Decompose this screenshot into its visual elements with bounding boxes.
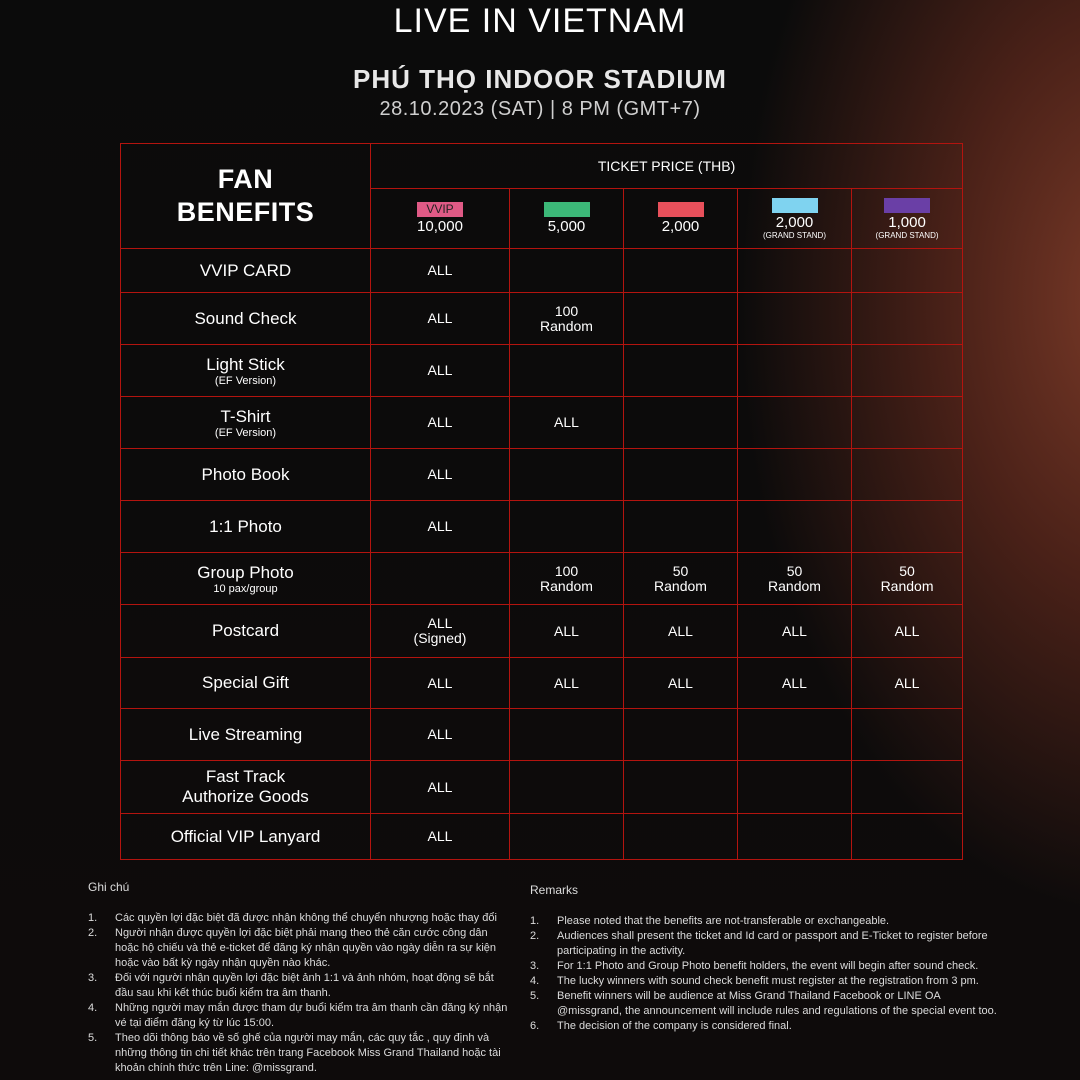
benefit-cell [852,397,963,449]
notes-en-heading: Remarks [530,883,579,897]
benefit-cell: ALL [852,605,963,658]
benefit-name-cell [121,605,371,658]
benefit-name-cell [121,345,371,397]
benefit-name: Postcard [211,621,280,640]
benefit-cell: 100 Random [510,293,624,345]
benefit-cell: ALL [624,658,738,709]
benefit-cell: ALL (Signed) [371,605,510,658]
benefit-cell [738,449,852,501]
fan-benefits-header: FAN BENEFITS [121,144,371,249]
benefit-cell: ALL [371,761,510,814]
benefit-cell [510,249,624,293]
tier-price: 1,000 [888,213,926,231]
notes-vietnamese [88,880,508,1076]
benefit-cell [624,501,738,553]
benefit-cell: ALL [371,658,510,709]
benefit-row [121,501,963,553]
benefit-name-cell [121,709,371,761]
benefit-cell: ALL [371,814,510,860]
benefit-name-cell [121,553,371,605]
benefit-cell [624,249,738,293]
benefit-name: Fast Track Authorize Goods [182,767,309,806]
benefit-row [121,814,963,860]
benefit-cell [852,449,963,501]
benefit-cell: ALL [510,397,624,449]
benefits-table [120,143,963,860]
benefit-name: Photo Book [201,464,290,484]
note-number: 1. [530,915,540,927]
tier-note: (GRAND STAND) [875,230,939,240]
notes-english [530,880,1000,1034]
benefit-cell: ALL [371,449,510,501]
tier-header [510,189,624,249]
benefit-cell: 50 Random [738,553,852,605]
note-item [88,971,508,1001]
benefit-cell: ALL [371,501,510,553]
benefit-row [121,658,963,709]
benefit-name-cell [121,814,371,860]
note-text: The lucky winners with sound check benefit must register at the registration from 3 pm. [557,975,979,987]
note-text: The decision of the company is considered final. [557,1020,792,1032]
benefit-row [121,553,963,605]
venue-name: PHÚ THỌ INDOOR STADIUM [353,64,727,94]
benefit-cell [510,709,624,761]
note-item [530,974,1000,989]
benefit-row [121,249,963,293]
benefit-cell: ALL [624,605,738,658]
benefit-cell [738,709,852,761]
benefit-name: Special Gift [202,673,289,692]
benefit-row [121,293,963,345]
note-number: 6. [530,1020,540,1032]
benefit-cell: ALL [371,293,510,345]
benefit-cell [624,761,738,814]
note-text: Theo dõi thông báo về số ghế của người may mắn, các quy tắc , quy định và những thông tin chi tiết khác trên trang Facebook Miss Grand Thailand hoặc tài khoản chính thức trên Line: @missgrand. [115,1032,501,1074]
benefit-cell: ALL [738,658,852,709]
benefit-name-cell [121,449,371,501]
benefit-cell [510,449,624,501]
benefit-row [121,605,963,658]
note-item [530,989,1000,1019]
tier-color-swatch [658,202,704,217]
benefit-subtitle: (EF Version) [214,374,277,387]
note-text: Please noted that the benefits are not-transferable or exchangeable. [557,915,890,927]
note-text: Đối với người nhận quyền lợi đặc biệt ảnh 1:1 và ảnh nhóm, hoạt động sẽ bắt đầu sau khi kết thúc buổi kiểm tra âm thanh. [115,972,494,999]
benefit-name-cell [121,293,371,345]
note-number: 5. [530,990,540,1002]
note-item [530,929,1000,959]
benefit-cell: ALL [738,605,852,658]
benefit-cell [624,709,738,761]
benefit-subtitle: (EF Version) [214,426,277,439]
note-text: For 1:1 Photo and Group Photo benefit holders, the event will begin after sound check. [557,960,979,972]
benefit-name-cell [121,249,371,293]
benefit-cell: ALL [852,658,963,709]
benefit-cell [510,761,624,814]
note-number: 2. [88,927,98,939]
note-number: 3. [88,972,98,984]
benefit-cell [510,814,624,860]
note-number: 1. [88,912,98,924]
benefit-subtitle: 10 pax/group [213,582,278,595]
tier-price: 10,000 [417,218,463,235]
benefit-cell: ALL [510,605,624,658]
event-date: 28.10.2023 (SAT) | 8 PM (GMT+7) [379,98,701,120]
benefit-cell [738,761,852,814]
tier-header [852,189,963,249]
note-number: 2. [530,930,540,942]
tier-color-swatch [772,198,818,213]
note-item [88,911,508,926]
benefit-name-cell [121,761,371,814]
benefit-name-cell [121,501,371,553]
note-text: Benefit winners will be audience at Miss Grand Thailand Facebook or LINE OA @missgrand, the announcement will include rules and regulations of the special event too. [557,990,997,1017]
note-text: Những người may mắn được tham dự buổi kiểm tra âm thanh cần đăng ký nhận vé tại điểm đăng ký từ lúc 15:00. [115,1002,508,1029]
benefit-cell: ALL [371,249,510,293]
benefit-row [121,709,963,761]
note-text: Người nhận được quyền lợi đặc biệt phải mang theo thẻ căn cước công dân hoặc hộ chiếu và thẻ e-ticket để đăng ký nhận quyền vào ngày diễn ra sự kiện hoặc vào bất kỳ ngày nhận quyền nào khác. [115,927,497,969]
tier-header [738,189,852,249]
note-item [530,959,1000,974]
benefit-name: Group Photo [197,562,294,582]
note-number: 5. [88,1032,98,1044]
benefit-cell [852,293,963,345]
note-item [530,914,1000,929]
benefit-row [121,761,963,814]
note-text: Audiences shall present the ticket and Id card or passport and E-Ticket to register before participating in the activity. [557,930,988,957]
note-number: 3. [530,960,540,972]
benefit-name: Sound Check [194,308,297,328]
page-title: LIVE IN VIETNAM [393,2,687,40]
benefit-cell [738,501,852,553]
benefit-name: Live Streaming [188,724,303,744]
tier-price: 5,000 [547,218,586,235]
note-text: Các quyền lợi đặc biệt đã được nhận không thể chuyển nhượng hoặc thay đổi [115,912,497,924]
note-item [88,1001,508,1031]
benefit-cell [738,249,852,293]
benefit-cell [738,345,852,397]
benefit-name: T-Shirt [220,406,271,426]
benefit-cell: ALL [371,397,510,449]
tier-header [371,189,510,249]
tier-color-swatch [544,202,590,217]
tier-color-swatch: VVIP [417,202,463,217]
benefit-name: Official VIP Lanyard [170,826,321,846]
benefit-cell [738,814,852,860]
benefit-name: 1:1 Photo [209,516,282,536]
benefit-cell [738,293,852,345]
note-number: 4. [530,975,540,987]
note-item [88,1031,508,1076]
tier-note: (GRAND STAND) [763,230,826,240]
notes-vi-heading: Ghi chú [88,880,130,894]
note-item [88,926,508,971]
note-number: 4. [88,1002,98,1014]
benefit-cell: ALL [510,658,624,709]
benefit-cell [371,553,510,605]
benefit-cell [624,293,738,345]
benefit-row [121,345,963,397]
tier-color-swatch [884,198,930,213]
benefit-row [121,449,963,501]
benefit-cell: 50 Random [624,553,738,605]
benefit-cell [852,249,963,293]
benefit-name: VVIP CARD [199,260,292,280]
benefit-cell [852,501,963,553]
benefit-cell [852,761,963,814]
benefit-cell [510,501,624,553]
benefit-name-cell [121,658,371,709]
benefit-cell [852,709,963,761]
tier-price: 2,000 [775,213,814,231]
benefit-name: Light Stick [206,354,285,374]
note-item [530,1019,1000,1034]
benefit-cell [624,345,738,397]
benefit-cell [624,397,738,449]
benefit-cell [510,345,624,397]
benefit-cell [852,814,963,860]
benefit-name-cell [121,397,371,449]
benefit-cell [738,397,852,449]
benefit-cell: 100 Random [510,553,624,605]
tier-header [624,189,738,249]
benefit-cell [624,814,738,860]
benefit-cell [624,449,738,501]
tier-price: 2,000 [661,218,700,235]
benefit-cell: 50 Random [852,553,963,605]
benefit-cell: ALL [371,709,510,761]
benefit-cell: ALL [371,345,510,397]
benefit-row [121,397,963,449]
ticket-price-header: TICKET PRICE (THB) [371,144,963,189]
benefit-cell [852,345,963,397]
